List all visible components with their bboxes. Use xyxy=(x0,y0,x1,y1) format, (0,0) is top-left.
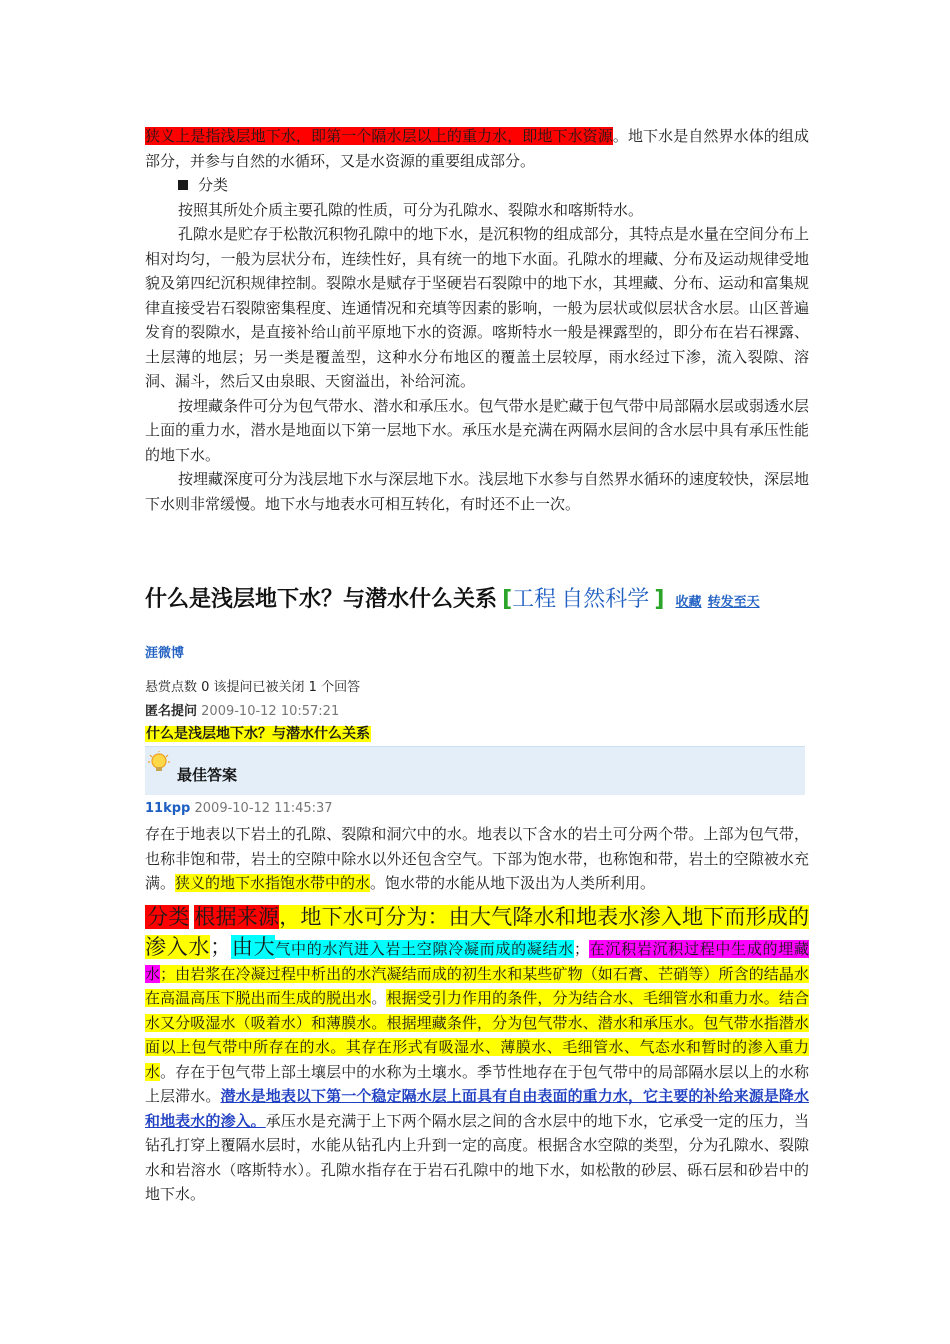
intro-paragraph-2: 按照其所处介质主要孔隙的性质，可分为孔隙水、裂隙水和喀斯特水。 xyxy=(178,200,644,219)
answer-big-by-source: 根据来源 xyxy=(194,904,280,929)
square-bullet-icon xyxy=(178,180,188,190)
lightbulb-icon xyxy=(147,751,171,775)
answer-highlight-narrow-def: 狭义的地下水指饱水带中的水 xyxy=(175,874,371,892)
answer-gravity-classes: 根据受引力作用的条件，分为结合水、毛细管水和重力水。结合水又分吸湿水（吸着水）和薄膜水。根据埋藏条件，分为包气带水、潜水和承压水。包气带水指潜水面以上包气带中所存在的水。其存在形式有吸湿水、薄膜水、毛细管水、气态水和暂时的渗入重力水 xyxy=(145,989,809,1081)
intro-section xyxy=(145,124,809,516)
answer-text-4: 承压水是充满于上下两个隔水层之间的含水层中的地下水，它承受一定的压力，当钻孔打穿上覆隔水层时，水能从钻孔内上升到一定的高度。根据含水空隙的类型，分为孔隙水、裂隙水和岩溶水（喀斯特水）。孔隙水指存在于岩石孔隙中的地下水，如松散的砂层、砾石层和砂岩中的地下水。 xyxy=(145,1111,809,1203)
section-heading xyxy=(145,173,809,198)
answer-time: 2009-10-12 11:45:37 xyxy=(194,801,333,816)
answer-semicolon-2: ； xyxy=(573,939,589,958)
answer-big-category: 分类 xyxy=(147,904,190,929)
answer-paragraph-1 xyxy=(145,822,809,896)
best-answer-label: 最佳答案 xyxy=(177,766,238,784)
forward-link-continued-row xyxy=(145,642,184,661)
question-title: 什么是浅层地下水？与潜水什么关系 xyxy=(145,587,498,612)
section-label: 分类 xyxy=(198,176,229,194)
answerer-link[interactable]: 11kpp xyxy=(145,801,191,816)
asked-time: 2009-10-12 10:57:21 xyxy=(201,704,340,719)
answer-text-3: 。存在于包气带上部土壤层中的水称为土壤水。季节性地存在于包气带中的局部隔水层以上的水称上层滞水。 xyxy=(145,1062,809,1105)
category-link-engineering[interactable]: 工程 xyxy=(512,587,557,612)
question-highlight-row xyxy=(145,723,371,743)
answer-text-2: 。饱水带的水能从地下汲出为人类所利用。 xyxy=(370,874,656,892)
intro-paragraph-5: 按埋藏深度可分为浅层地下水与深层地下水。浅层地下水参与自然界水循环的速度较快，深层地下水则非常缓慢。地下水与地表水可相互转化，有时还不止一次。 xyxy=(145,470,809,513)
forward-link-continued[interactable]: 涯微博 xyxy=(145,646,185,661)
forward-link[interactable]: 转发至天 xyxy=(707,595,760,610)
intro-paragraph-1 xyxy=(145,124,809,173)
question-highlight-title: 什么是浅层地下水？与潜水什么关系 xyxy=(146,726,370,742)
category-link-natural-science[interactable]: 自然科学 xyxy=(561,587,650,612)
answer-body xyxy=(145,822,809,1207)
answer-paragraph-2 xyxy=(145,902,809,1207)
answer-meta xyxy=(145,801,333,816)
best-answer-header xyxy=(145,746,805,795)
intro-paragraph-4: 按埋藏条件可分为包气带水、潜水和承压水。包气带水是贮藏于包气带中局部隔水层或弱透水层上面的重力水，潜水是地面以下第一层地下水。承压水是充满在两隔水层间的含水层中具有承压性能的地下水。 xyxy=(145,396,809,464)
intro-paragraph-1-rest: 。地下水是自然界水体的组成部分，并参与自然的水循环，又是水资源的重要组成部分。 xyxy=(145,127,809,170)
answer-big-from-atmo: 由大 xyxy=(231,934,276,959)
answer-period-1: 。 xyxy=(371,989,387,1007)
answer-juvenile-water: ；由岩浆在冷凝过程中析出的水汽凝结而成的初生水和某些矿物（如石膏、芒硝等）所含的结晶水在高温高压下脱出而生成的脱出水 xyxy=(145,964,809,1007)
asker-name: 匿名提问 xyxy=(145,704,198,719)
intro-paragraph-3: 孔隙水是贮存于松散沉积物孔隙中的地下水，是沉积物的组成部分，其特点是水量在空间分布上相对均匀，一般为层状分布，连续性好，具有统一的地下水面。孔隙水的埋藏、分布及运动规律受地貌及第四纪沉积规律控制。裂隙水是赋存于坚硬岩石裂隙中的地下水，其埋藏、分布、运动和富集规律直接受岩石裂隙密集程度、连通情况和充填等因素的影响，一般为层状或似层状含水层。山区普遍发育的裂隙水，是直接补给山前平原地下水的资源。喀斯特水一般是裸露型的，即分布在岩石裸露、土层薄的地层；另一类是覆盖型，这种水分布地区的覆盖土层较厚，雨水经过下渗，流入裂隙、溶洞、漏斗，然后又由泉眼、天窗溢出，补给河流。 xyxy=(145,225,809,390)
question-title-row xyxy=(145,582,845,613)
asker-row xyxy=(145,700,339,719)
answer-condensation: 气中的水汽进入岩土空隙冷凝而成的凝结水 xyxy=(275,939,574,958)
answer-text-1: 存在于地表以下岩土的孔隙、裂隙和洞穴中的水。地表以下含水的岩土可分两个带。上部为包气带，也称非饱和带，岩土的空隙中除水以外还包含空气。下部为饱水带，也称饱和带，岩土的空隙被水充满。 xyxy=(145,825,809,892)
answer-big-semicolon: ； xyxy=(210,934,232,959)
collect-link[interactable]: 收藏 xyxy=(675,595,702,610)
question-meta: 悬赏点数 0 该提问已被关闭 1 个回答 xyxy=(145,680,361,695)
bracket-open: [ xyxy=(502,587,513,612)
answer-phreatic-link[interactable]: 潜水是地表以下第一个稳定隔水层上面具有自由表面的重力水，它主要的补给来源是降水和地表水的渗入。 xyxy=(145,1087,809,1130)
answer-buried-water: 在沉积岩沉积过程中生成的埋藏水 xyxy=(145,939,809,983)
intro-highlight-red: 狭义上是指浅层地下水，即第一个隔水层以上的重力水，即地下水资源 xyxy=(145,127,613,145)
bracket-close: ] xyxy=(654,587,665,612)
answer-big-infiltration: ，地下水可分为：由大气降水和地表水渗入地下而形成的渗入水 xyxy=(145,904,809,959)
